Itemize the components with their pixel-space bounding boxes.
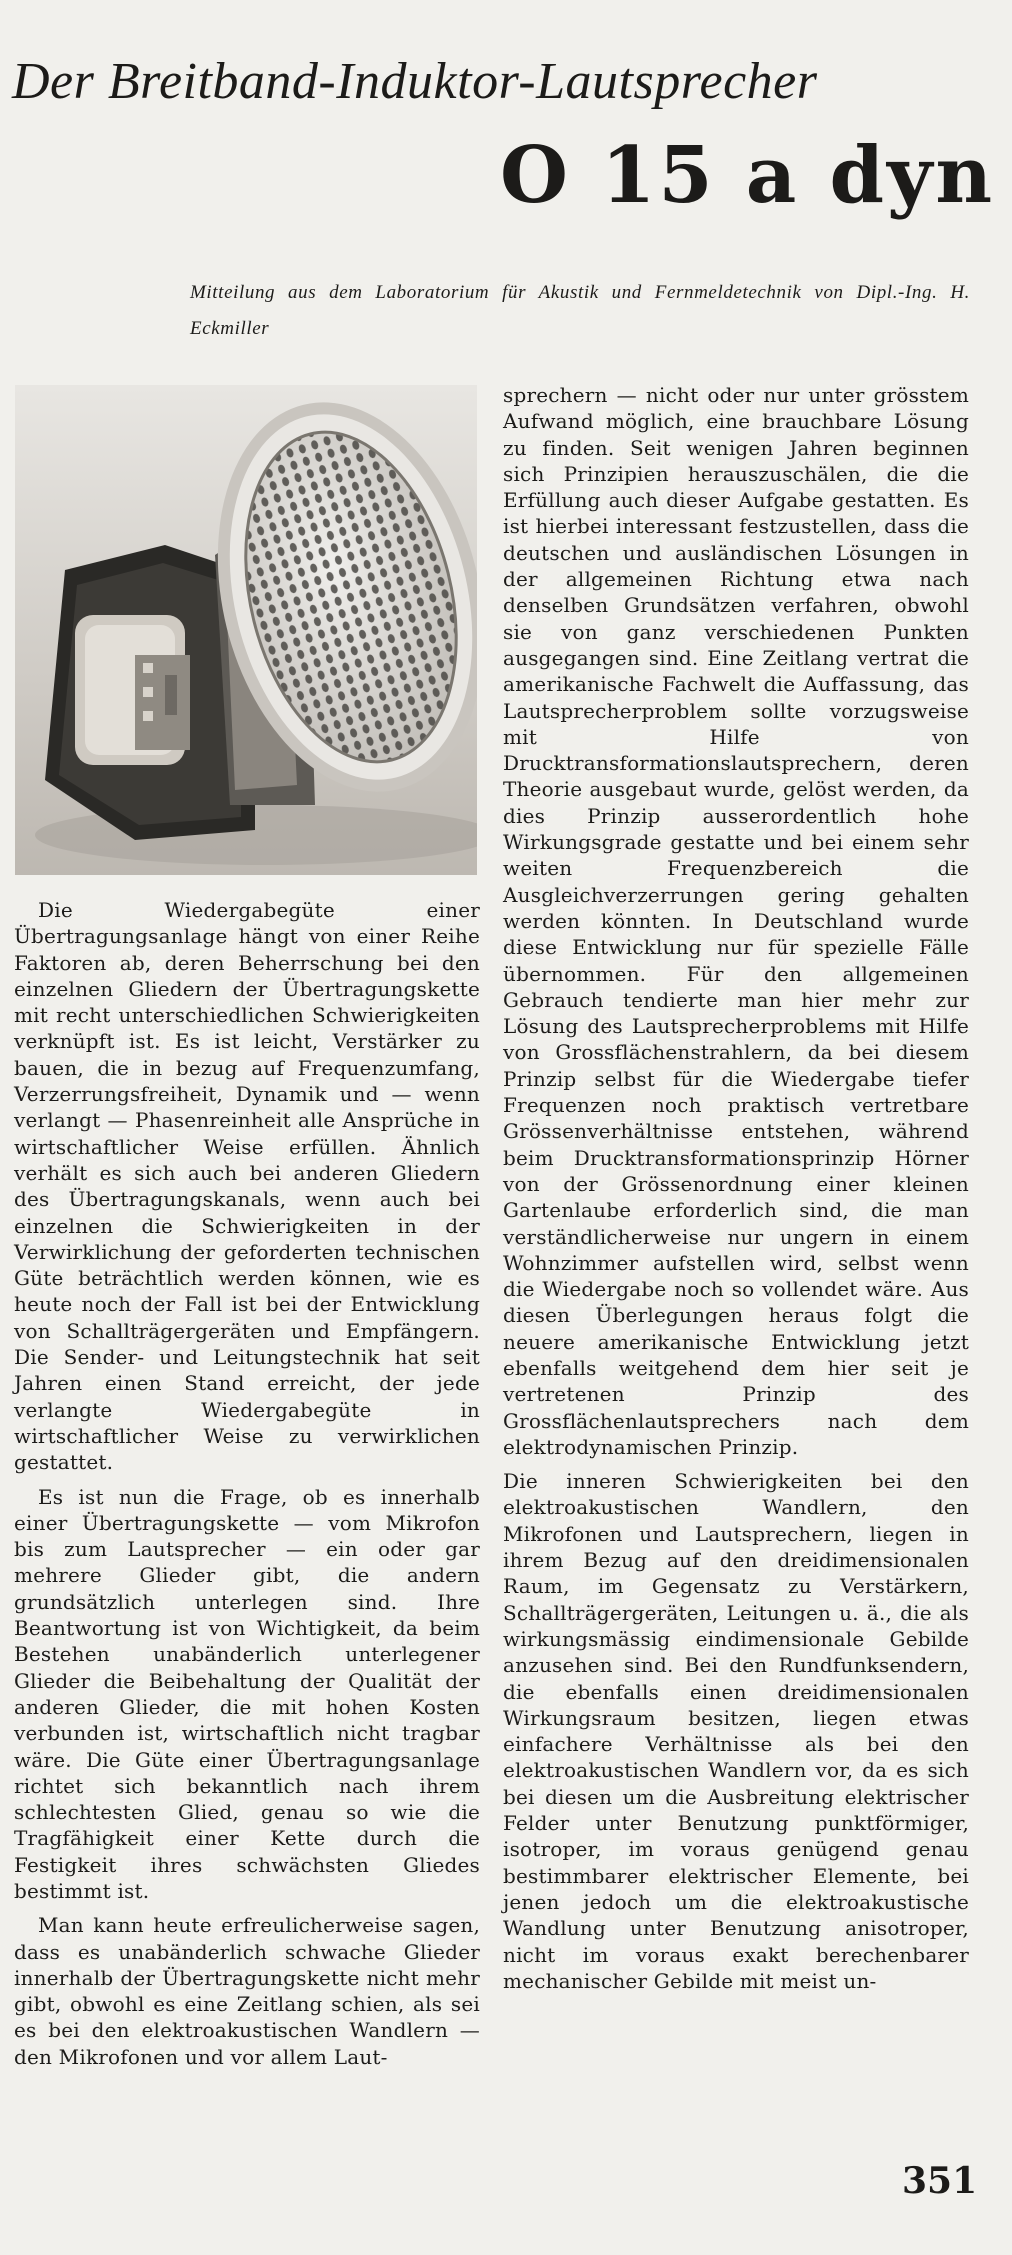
paragraph: Die inneren Schwierigkeiten bei den elektroakustischen Wandlern, den Mikrofonen und Lautsprechern, liegen in ihrem Bezug auf den dreidimensionalen Raum, im Gegensatz zu Verstärkern, Schallträgergeräten, Leitungen u. ä., die als wirkungsmässig eindimensionale Gebilde anzusehen sind. Bei den Rundfunksendern, die ebenfalls einen dreidimensionalen Wirkungsraum besitzen, liegen etwas einfachere Verhältnisse als bei den elektroakustischen Wandlern vor, da es sich bei diesen um die Ausbreitung elektrischer Felder unter Benutzung punktförmiger, isotroper, im voraus genügend genau bestimmbarer elektrischer Elemente, bei jenen jedoch um die elektroakustische Wandlung unter Benutzung anisotroper, nicht im voraus exakt berechenbarer mechanischer Gebilde mit meist un- <box>503 1469 969 1993</box>
page-number: 351 <box>902 2160 978 2202</box>
author-byline: Mitteilung aus dem Laboratorium für Akustik und Fernmeldetechnik von Dipl.-Ing. H. Eckmiller <box>190 282 970 339</box>
paragraph: sprechern — nicht oder nur unter grösstem Aufwand möglich, eine brauchbare Lösung zu finden. Seit wenigen Jahren beginnen sich Prinzipien herauszuschälen, die die Erfüllung auch dieser Aufgabe gestatten. Es ist hierbei interessant festzustellen, dass die deutschen und ausländischen Lösungen in der allgemeinen Richtung etwa nach denselben Grundsätzen verfahren, obwohl sie von ganz verschiedenen Punkten ausgegangen sind. Eine Zeitlang vertrat die amerikanische Fachwelt die Auffassung, das Lautsprecherproblem sollte vorzugsweise mit Hilfe von Drucktransformationslautsprechern, deren Theorie ausgebaut wurde, gelöst werden, da dies Prinzip ausserordentlich hohe Wirkungsgrade gestatte und bei einem sehr weiten Frequenzbereich die Ausgleichverzerrungen gering gehalten werden könnten. In Deutschland wurde diese Entwicklung nur für spezielle Fälle übernommen. Für den allgemeinen Gebrauch tendierte man hier mehr zur Lösung des Lautsprecherproblems mit Hilfe von Grossflächenstrahlern, da bei diesem Prinzip selbst für die Wiedergabe tiefer Frequenzen noch praktisch vertretbare Grössenverhältnisse entstehen, während beim Drucktransformationsprinzip Hörner von der Grössenordnung einer kleinen Gartenlaube erforderlich sind, die man verständlicherweise nur ungern in einem Wohnzimmer aufstellen wird, selbst wenn die Wiedergabe noch so vollendet wäre. Aus diesen Überlegungen heraus folgt die neuere amerikanische Entwicklung jetzt ebenfalls weitgehend dem hier seit je vertretenen Prinzip des Grossflächenlautsprechers nach dem elektrodynamischen Prinzip. <box>503 383 969 1459</box>
loudspeaker-photo <box>15 385 477 875</box>
left-column <box>14 897 480 2070</box>
paragraph: Es ist nun die Frage, ob es innerhalb einer Übertragungskette — vom Mikrofon bis zum Lautsprecher — ein oder gar mehrere Glieder gibt, die andern grundsätzlich unterlegen sind. Ihre Beantwortung ist von Wichtigkeit, da beim Bestehen unabänderlich unterlegener Glieder die Beibehaltung der Qualität der anderen Glieder, die mit hohen Kosten verbunden ist, wirtschaftlich nicht tragbar wäre. Die Güte einer Übertragungsanlage richtet sich bekanntlich nach ihrem schlechtesten Glied, genau so wie die Tragfähigkeit einer Kette durch die Festigkeit ihres schwächsten Gliedes bestimmt ist. <box>14 1484 480 1903</box>
model-designation: O 15 a dyn <box>500 130 996 221</box>
article-title: Der Breitband-Induktor-Lautsprecher <box>12 53 818 110</box>
paragraph: Man kann heute erfreulicherweise sagen, dass es unabänderlich schwache Glieder innerhalb der Übertragungskette nicht mehr gibt, obwohl es eine Zeitlang schien, als sei es bei den elektroakustischen Wandlern — den Mikrofonen und vor allem Laut- <box>14 1913 480 2069</box>
paragraph: Die Wiedergabegüte einer Übertragungsanlage hängt von einer Reihe Faktoren ab, deren Beherrschung bei den einzelnen Gliedern der Übertragungskette mit recht unterschiedlichen Schwierigkeiten verknüpft ist. Es ist leicht, Verstärker zu bauen, die in bezug auf Frequenzumfang, Verzerrungsfreiheit, Dynamik und — wenn verlangt — Phasenreinheit alle Ansprüche in wirtschaftlicher Weise erfüllen. Ähnlich verhält es sich auch bei anderen Gliedern des Übertragungskanals, wenn auch bei einzelnen die Schwierigkeiten in der Verwirklichung der geforderten technischen Güte beträchtlich werden können, wie es heute noch der Fall ist bei der Entwicklung von Schallträgergeräten und Empfängern. Die Sender- und Leitungstechnik hat seit Jahren einen Stand erreicht, der jede verlangte Wiedergabegüte in wirtschaftlicher Weise zu verwirklichen gestattet. <box>14 898 480 1475</box>
right-column <box>503 382 969 1994</box>
